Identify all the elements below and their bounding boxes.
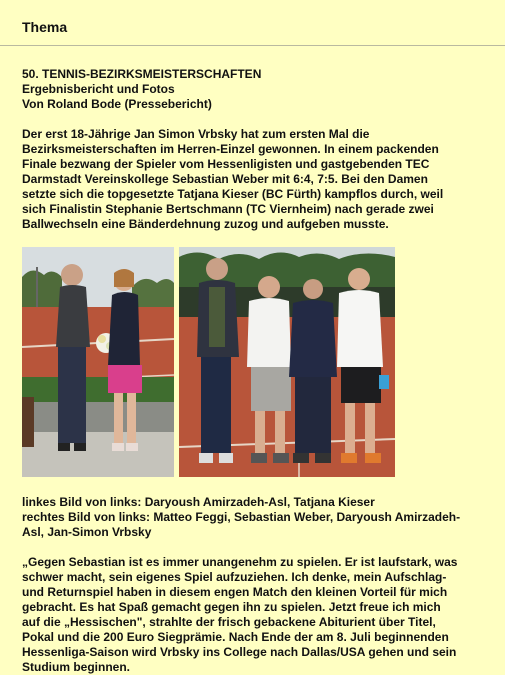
photo-right	[179, 247, 395, 477]
photo-right-image	[179, 247, 395, 477]
article-subheadline: Ergebnisbericht und Fotos	[22, 82, 175, 96]
article-headline: 50. TENNIS-BEZIRKSMEISTERSCHAFTEN	[22, 67, 262, 81]
section-header	[0, 0, 505, 46]
caption-left: linkes Bild von links: Daryoush Amirzadeh-Asl, Tatjana Kieser	[22, 495, 375, 509]
photo-row	[22, 247, 462, 477]
section-title: Thema	[22, 19, 68, 35]
caption-right: rechtes Bild von links: Matteo Feggi, Sebastian Weber, Daryoush Amirzadeh-Asl, Jan-Simon Vrbsky	[22, 510, 461, 539]
article-headline-block	[22, 67, 462, 112]
article-quote: „Gegen Sebastian ist es immer unangenehm zu spielen. Er ist laufstark, was schwer macht, sein eigenes Spiel aufzuziehen. Ich denke, mein Aufschlag- und Returnspiel haben in diesem engen Match den kleinen Vorteil für mich gebracht. Es hat Spaß gemacht gegen ihn zu spielen. Jetzt freue ich mich auf die „Hessischen", strahlte der frisch gebackene Abiturient über Titel, Pokal und die 200 Euro Siegprämie. Nach Ende der am 8. Juli beginnenden Hessenliga-Saison wird Vrbsky ins College nach Dallas/USA gehen und sein Studium beginnen.	[22, 555, 458, 674]
article	[0, 46, 462, 675]
photo-left-image	[22, 247, 174, 477]
article-lead: Der erst 18-Jährige Jan Simon Vrbsky hat zum ersten Mal die Bezirksmeisterschaften im Herren-Einzel gewonnen. In einem packenden Finale bezwang der Spieler vom Hessenligisten und gastgebenden TEC Darmstadt Vereinskollege Sebastian Weber mit 6:4, 7:5. Bei den Damen setzte sich die topgesetzte Tatjana Kieser (BC Fürth) kampflos durch, weil sich Finalistin Stephanie Bertschmann (TC Viernheim) nach gerade zwei Ballwechseln eine Bänderdehnung zuzog und aufgeben musste.	[22, 127, 444, 231]
photo-captions	[22, 495, 462, 540]
article-byline: Von Roland Bode (Pressebericht)	[22, 97, 212, 111]
photo-left	[22, 247, 174, 477]
